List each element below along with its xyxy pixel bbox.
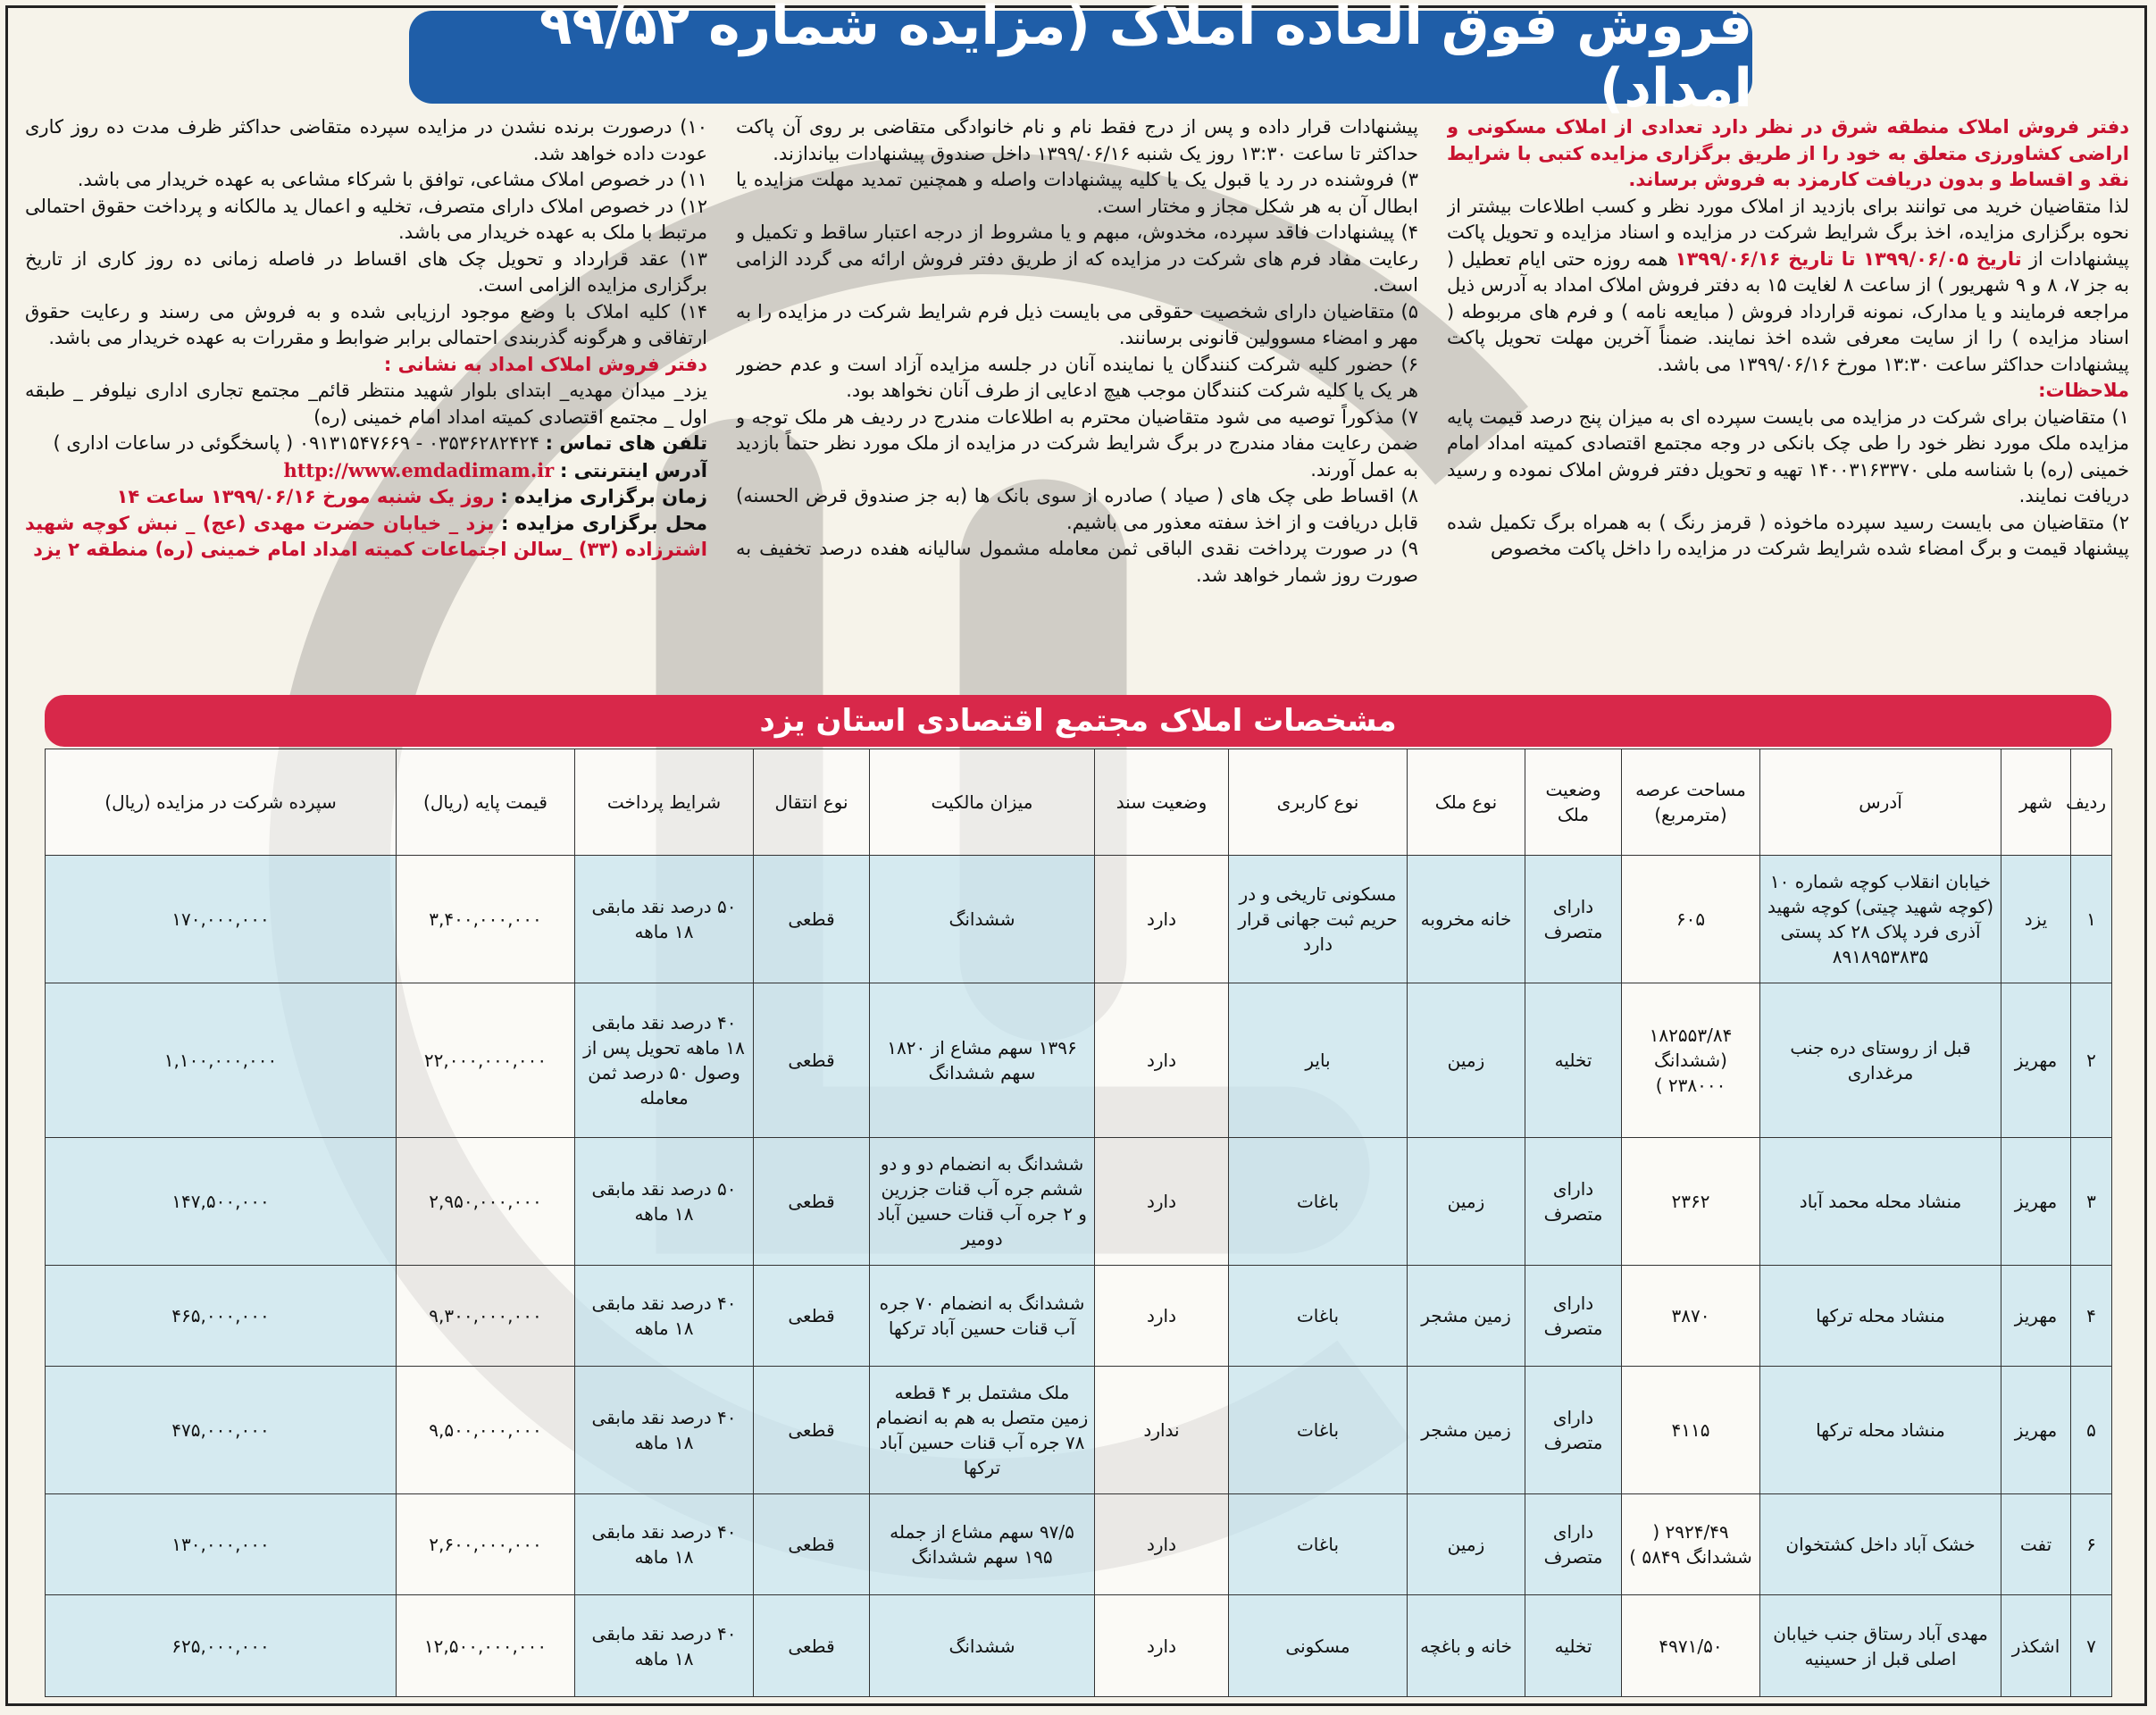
cell-property-status: تخلیه <box>1525 983 1622 1138</box>
cell-property-status: دارای متصرف <box>1525 856 1622 983</box>
contact-phones <box>25 431 707 457</box>
auction-time <box>25 484 707 511</box>
header-transfer-type: نوع انتقال <box>754 749 870 856</box>
cell-row-number: ۳ <box>2071 1137 2112 1265</box>
table-row <box>46 1367 2112 1494</box>
cell-transfer-type: قطعی <box>754 1265 870 1366</box>
cell-address: قبل از روستای دره جنب مرغداری <box>1760 983 2001 1138</box>
cell-usage-type: باغات <box>1229 1265 1408 1366</box>
cell-row-number: ۱ <box>2071 856 2112 983</box>
table-row <box>46 983 2112 1138</box>
cell-city: تفت <box>2001 1494 2071 1595</box>
notice-columns <box>25 114 2129 686</box>
cell-row-number: ۴ <box>2071 1265 2112 1366</box>
cell-ownership: ۱۳۹۶ سهم مشاع از ۱۸۲۰ سهم ششدانگ <box>870 983 1095 1138</box>
header-property-type: نوع ملک <box>1408 749 1525 856</box>
properties-table-title: مشخصات املاک مجتمع اقتصادی استان یزد <box>45 695 2111 747</box>
cell-usage-type: مسکونی <box>1229 1595 1408 1697</box>
table-row <box>46 1137 2112 1265</box>
notice-column-right <box>1447 114 2129 686</box>
cell-ownership: ۹۷/۵ سهم مشاع از جمله ۱۹۵ سهم ششدانگ <box>870 1494 1095 1595</box>
header-base-price: قیمت پایه (ریال) <box>397 749 575 856</box>
header-usage-type: نوع کاربری <box>1229 749 1408 856</box>
note-10: ۱۰) درصورت برنده نشدن در مزایده سپرده متقاضی حداکثر ظرف مدت ده روز کاری عودت داده خواهد شد. <box>25 116 707 164</box>
auction-place <box>25 511 707 564</box>
intro-paragraph: دفتر فروش املاک منطقه شرق در نظر دارد تعدادی از املاک مسکونی و اراضی کشاورزی متعلق به خود را از طریق برگزاری مزایده کتبی با شرایط نقد و اقساط و بدون دریافت کارمزد به فروش برساند. <box>1447 116 2129 190</box>
cell-payment-terms: ۴۰ درصد نقد مابقی ۱۸ ماهه تحویل پس از وصول ۵۰ درصد ثمن معامله <box>575 983 754 1138</box>
auction-place-value: یزد _ خیابان حضرت مهدی (عج) _ نبش کوچه شهید اشترزاده (۳۳) _سالن اجتماعات کمیته امداد امام خمینی (ره) منطقه ۲ یزد <box>25 512 707 560</box>
cell-area: ۲۳۶۲ <box>1622 1137 1760 1265</box>
cell-usage-type: بایر <box>1229 983 1408 1138</box>
header-deed-status: وضعیت سند <box>1095 749 1229 856</box>
cell-area: ۶۰۵ <box>1622 856 1760 983</box>
cell-payment-terms: ۴۰ درصد نقد مابقی ۱۸ ماهه <box>575 1494 754 1595</box>
cell-transfer-type: قطعی <box>754 856 870 983</box>
header-ownership: میزان مالکیت <box>870 749 1095 856</box>
cell-ownership: ششدانگ <box>870 1595 1095 1697</box>
cell-usage-type: مسکونی تاریخی و در حریم ثبت جهانی قرار دارد <box>1229 856 1408 983</box>
cell-payment-terms: ۴۰ درصد نقد مابقی ۱۸ ماهه <box>575 1367 754 1494</box>
note-13: ۱۳) عقد قرارداد و تحویل چک های اقساط در فاصله زمانی ده روز کاری از تاریخ برگزاری مزایده الزامی است. <box>25 247 707 296</box>
cell-row-number: ۷ <box>2071 1595 2112 1697</box>
cell-transfer-type: قطعی <box>754 1494 870 1595</box>
header-deposit: سپرده شرکت در مزایده (ریال) <box>46 749 397 856</box>
note-6: ۶) حضور کلیه شرکت کنندگان یا نماینده آنان در جلسه مزایده آزاد است و عدم حضور هر یک یا کلیه شرکت کنندگان موجب هیچ ادعایی از طرف آنان نخواهد بود. <box>736 353 1418 401</box>
cell-deposit: ۴۷۵,۰۰۰,۰۰۰ <box>46 1367 397 1494</box>
cell-address: منشاد محله ترکها <box>1760 1265 2001 1366</box>
cell-property-status: دارای متصرف <box>1525 1137 1622 1265</box>
cell-deed-status: دارد <box>1095 1137 1229 1265</box>
cell-city: مهریز <box>2001 1367 2071 1494</box>
cell-city: یزد <box>2001 856 2071 983</box>
cell-property-type: زمین <box>1408 983 1525 1138</box>
note-9: ۹) در صورت پرداخت نقدی الباقی ثمن معامله مشمول سالیانه هفده درصد تخفیف به صورت روز شمار خواهد شد. <box>736 538 1418 586</box>
cell-area: ۱۸۲۵۵۳/۸۴ (ششدانگ ۲۳۸۰۰۰ ) <box>1622 983 1760 1138</box>
visit-dates: تاریخ ۱۳۹۹/۰۶/۰۵ تا تاریخ ۱۳۹۹/۰۶/۱۶ <box>1675 247 2022 270</box>
cell-property-type: زمین <box>1408 1494 1525 1595</box>
cell-payment-terms: ۵۰ درصد نقد مابقی ۱۸ ماهه <box>575 856 754 983</box>
table-header-row <box>46 749 2112 856</box>
phone-value: ۰۳۵۳۶۲۸۲۴۲۴ - ۰۹۱۳۱۵۴۷۶۶۹ ( پاسخگوئی در ساعات اداری ) <box>53 432 539 454</box>
website <box>25 457 707 485</box>
office-address: یزد_ میدان مهدیه_ ابتدای بلوار شهید منتظر قائم_ مجتمع تجاری اداری نیلوفر _ طبقه اول _ مجتمع اقتصادی کمیته امداد امام خمینی (ره) <box>25 380 707 428</box>
cell-ownership: ششدانگ به انضمام دو و دو ششم جره آب قنات جزرین و ۲ جره آب قنات حسین آباد دومیر <box>870 1137 1095 1265</box>
cell-transfer-type: قطعی <box>754 1367 870 1494</box>
cell-area: ۴۹۷۱/۵۰ <box>1622 1595 1760 1697</box>
cell-payment-terms: ۵۰ درصد نقد مابقی ۱۸ ماهه <box>575 1137 754 1265</box>
cell-property-status: دارای متصرف <box>1525 1367 1622 1494</box>
cell-row-number: ۵ <box>2071 1367 2112 1494</box>
cell-city: اشکذر <box>2001 1595 2071 1697</box>
cell-base-price: ۹,۵۰۰,۰۰۰,۰۰۰ <box>397 1367 575 1494</box>
cell-property-type: خانه مخروبه <box>1408 856 1525 983</box>
cell-base-price: ۳,۴۰۰,۰۰۰,۰۰۰ <box>397 856 575 983</box>
cell-address: منشاد محله محمد آباد <box>1760 1137 2001 1265</box>
cell-base-price: ۹,۳۰۰,۰۰۰,۰۰۰ <box>397 1265 575 1366</box>
note-11: ۱۱) در خصوص املاک مشاعی، توافق با شرکاء مشاعی به عهده خریدار می باشد. <box>77 169 707 190</box>
header-payment-terms: شرایط پرداخت <box>575 749 754 856</box>
website-label: آدرس اینترنتی : <box>559 459 707 481</box>
cell-deposit: ۱,۱۰۰,۰۰۰,۰۰۰ <box>46 983 397 1138</box>
cell-property-type: زمین <box>1408 1137 1525 1265</box>
cell-base-price: ۲۲,۰۰۰,۰۰۰,۰۰۰ <box>397 983 575 1138</box>
cell-city: مهریز <box>2001 1265 2071 1366</box>
cell-deed-status: دارد <box>1095 1265 1229 1366</box>
cell-deed-status: دارد <box>1095 856 1229 983</box>
cell-ownership: ششدانگ به انضمام ۷۰ جره آب قنات حسین آباد ترکها <box>870 1265 1095 1366</box>
cell-deed-status: دارد <box>1095 983 1229 1138</box>
auction-place-label: محل برگزاری مزایده : <box>501 512 707 534</box>
note-3: ۳) فروشنده در رد یا قبول یک یا کلیه پیشنهادات واصله و همچنین تمدید مهلت مزایده یا ابطال آن به هر شکل مجاز و مختار است. <box>736 169 1418 217</box>
cell-property-type: خانه و باغچه <box>1408 1595 1525 1697</box>
cell-ownership: ششدانگ <box>870 856 1095 983</box>
cell-address: منشاد محله ترکها <box>1760 1367 2001 1494</box>
note-2-continued: پیشنهادات قرار داده و پس از درج فقط نام و نام خانوادگی متقاضی بر روی آن پاکت حداکثر تا ساعت ۱۳:۳۰ روز یک شنبه ۱۳۹۹/۰۶/۱۶ داخل صندوق پیشنهادات بیاندازند. <box>736 116 1418 164</box>
cell-address: خشک آباد داخل کشتخوان <box>1760 1494 2001 1595</box>
note-5: ۵) متقاضیان دارای شخصیت حقوقی می بایست ذیل فرم شرایط شرکت در مزایده را به مهر و امضاء مسوولین قانونی برسانند. <box>736 300 1418 348</box>
cell-transfer-type: قطعی <box>754 1137 870 1265</box>
cell-base-price: ۲,۹۵۰,۰۰۰,۰۰۰ <box>397 1137 575 1265</box>
cell-row-number: ۶ <box>2071 1494 2112 1595</box>
auction-time-value: روز یک شنبه مورخ ۱۳۹۹/۰۶/۱۶ ساعت ۱۴ <box>116 486 495 507</box>
visit-paragraph <box>1447 194 2129 379</box>
header-city: شهر <box>2001 749 2071 856</box>
table-row <box>46 1595 2112 1697</box>
cell-deposit: ۱۷۰,۰۰۰,۰۰۰ <box>46 856 397 983</box>
note-8: ۸) اقساط طی چک های ( صیاد ) صادره از سوی بانک ها (به جز صندوق قرض الحسنه) قابل دریافت و از اخذ سفته معذور می باشیم. <box>736 485 1418 533</box>
note-1: ۱) متقاضیان برای شرکت در مزایده می بایست سپرده ای به میزان پنج درصد قیمت پایه مزایده ملک مورد نظر خود را طی چک بانکی در وجه مجتمع اقتصادی کمیته امداد امام خمینی (ره) با شناسه ملی ۱۴۰۰۳۱۶۳۳۷۰ تهیه و تحویل دفتر فروش املاک نموده و رسید دریافت نمایند. <box>1447 406 2129 506</box>
cell-deed-status: دارد <box>1095 1494 1229 1595</box>
cell-address: خیابان انقلاب کوچه شماره ۱۰ (کوچه شهید چیتی) کوچه شهید آذری فرد پلاک ۲۸ کد پستی ۸۹۱۸۹۵۳۸۳۵ <box>1760 856 2001 983</box>
properties-table <box>45 749 2112 1697</box>
notice-column-left <box>25 114 707 686</box>
note-7: ۷) مذکوراً توصیه می شود متقاضیان محترم به اطلاعات مندرج در ردیف هر ملک توجه و ضمن رعایت مفاد مندرج در برگ شرایط شرکت در مزایده از ملک مورد نظر حتماً بازدید به عمل آورند. <box>736 406 1418 481</box>
cell-base-price: ۲,۶۰۰,۰۰۰,۰۰۰ <box>397 1494 575 1595</box>
note-2: ۲) متقاضیان می بایست رسید سپرده ماخوذه ( قرمز رنگ ) به همراه برگ تکمیل شده پیشنهاد قیمت و برگ امضاء شده شرایط شرکت در مزایده را داخل پاکت مخصوص <box>1447 511 2129 559</box>
cell-row-number: ۲ <box>2071 983 2112 1138</box>
table-row <box>46 856 2112 983</box>
website-link[interactable]: http://www.emdadimam.ir <box>283 458 555 481</box>
cell-city: مهریز <box>2001 1137 2071 1265</box>
header-property-status: وضعیت ملک <box>1525 749 1622 856</box>
cell-area: ۴۱۱۵ <box>1622 1367 1760 1494</box>
visit-text: لذا متقاضیان خرید می توانند برای بازدید از املاک مورد نظر و کسب اطلاعات بیشتر از نحوه برگزاری مزایده، اخذ برگ شرایط شرکت در مزایده و اسناد مزایده و تحویل پاکت پیشنهادات از <box>1447 195 2129 270</box>
note-14: ۱۴) کلیه املاک با وضع موجود ارزیابی شده و به فروش می رسند و رعایت حقوق ارتفاقی و هرگونه گذربندی احتمالی برابر ضوابط و مقررات به عهده خریدار می باشد. <box>25 300 707 348</box>
cell-area: ۲۹۲۴/۴۹ ( ششدانگ ۵۸۴۹ ) <box>1622 1494 1760 1595</box>
cell-usage-type: باغات <box>1229 1367 1408 1494</box>
header-address: آدرس <box>1760 749 2001 856</box>
cell-address: مهدی آباد رستاق جنب خیابان اصلی قبل از حسینیه <box>1760 1595 2001 1697</box>
cell-deed-status: دارد <box>1095 1595 1229 1697</box>
cell-property-type: زمین مشجر <box>1408 1265 1525 1366</box>
cell-usage-type: باغات <box>1229 1137 1408 1265</box>
cell-deed-status: ندارد <box>1095 1367 1229 1494</box>
note-4: ۴) پیشنهادات فاقد سپرده، مخدوش، مبهم و یا مشروط از درجه اعتبار ساقط و تکمیل و رعایت مفاد فرم های شرکت در مزایده که از طریق دفتر فروش ارائه می گردد الزامی است. <box>736 222 1418 296</box>
header-row-number: ردیف <box>2071 749 2112 856</box>
page-title: فروش فوق العاده املاک (مزایده شماره ۹۹/۵۲ امداد) <box>409 11 1752 104</box>
notice-column-middle <box>736 114 1418 686</box>
cell-usage-type: باغات <box>1229 1494 1408 1595</box>
cell-property-status: دارای متصرف <box>1525 1265 1622 1366</box>
cell-city: مهریز <box>2001 983 2071 1138</box>
cell-deposit: ۶۲۵,۰۰۰,۰۰۰ <box>46 1595 397 1697</box>
office-title: دفتر فروش املاک امداد به نشانی : <box>383 353 707 375</box>
table-row <box>46 1265 2112 1366</box>
visit-text-rest: همه روزه حتی ایام تعطیل ( به جز ۷، ۸ و ۹ شهریور ) از ساعت ۸ لغایت ۱۵ به دفتر فروش املاک امداد به آدرس ذیل مراجعه فرمایند و یا مدارک، نمونه قرارداد فروش ( مبایعه نامه ) و فرم های مربوطه ( اسناد مزایده ) را از سایت معرفی شده اخذ نمایند. ضمناً آخرین مهلت تحویل پاکت پیشنهادات حداکثر ساعت ۱۳:۳۰ مورخ ۱۳۹۹/۰۶/۱۶ می باشد. <box>1447 247 2129 375</box>
phone-label: تلفن های تماس : <box>545 432 707 454</box>
note-12: ۱۲) در خصوص املاک دارای متصرف، تخلیه و اعمال ید مالکانه و پرداخت حقوق احتمالی مرتبط با ملک به عهده خریدار می باشد. <box>25 195 707 243</box>
table-row <box>46 1494 2112 1595</box>
cell-property-status: دارای متصرف <box>1525 1494 1622 1595</box>
cell-deposit: ۱۳۰,۰۰۰,۰۰۰ <box>46 1494 397 1595</box>
cell-ownership: ملک مشتمل بر ۴ قطعه زمین متصل به هم به انضمام ۷۸ جره آب قنات حسین آباد ترکها <box>870 1367 1095 1494</box>
cell-transfer-type: قطعی <box>754 1595 870 1697</box>
cell-deposit: ۱۴۷,۵۰۰,۰۰۰ <box>46 1137 397 1265</box>
cell-payment-terms: ۴۰ درصد نقد مابقی ۱۸ ماهه <box>575 1265 754 1366</box>
header-area: مساحت عرصه (مترمربع) <box>1622 749 1760 856</box>
cell-payment-terms: ۴۰ درصد نقد مابقی ۱۸ ماهه <box>575 1595 754 1697</box>
cell-deposit: ۴۶۵,۰۰۰,۰۰۰ <box>46 1265 397 1366</box>
auction-time-label: زمان برگزاری مزایده : <box>500 486 707 507</box>
cell-base-price: ۱۲,۵۰۰,۰۰۰,۰۰۰ <box>397 1595 575 1697</box>
cell-property-type: زمین مشجر <box>1408 1367 1525 1494</box>
cell-transfer-type: قطعی <box>754 983 870 1138</box>
cell-property-status: تخلیه <box>1525 1595 1622 1697</box>
cell-area: ۳۸۷۰ <box>1622 1265 1760 1366</box>
notes-title: ملاحظات: <box>2038 380 2129 401</box>
